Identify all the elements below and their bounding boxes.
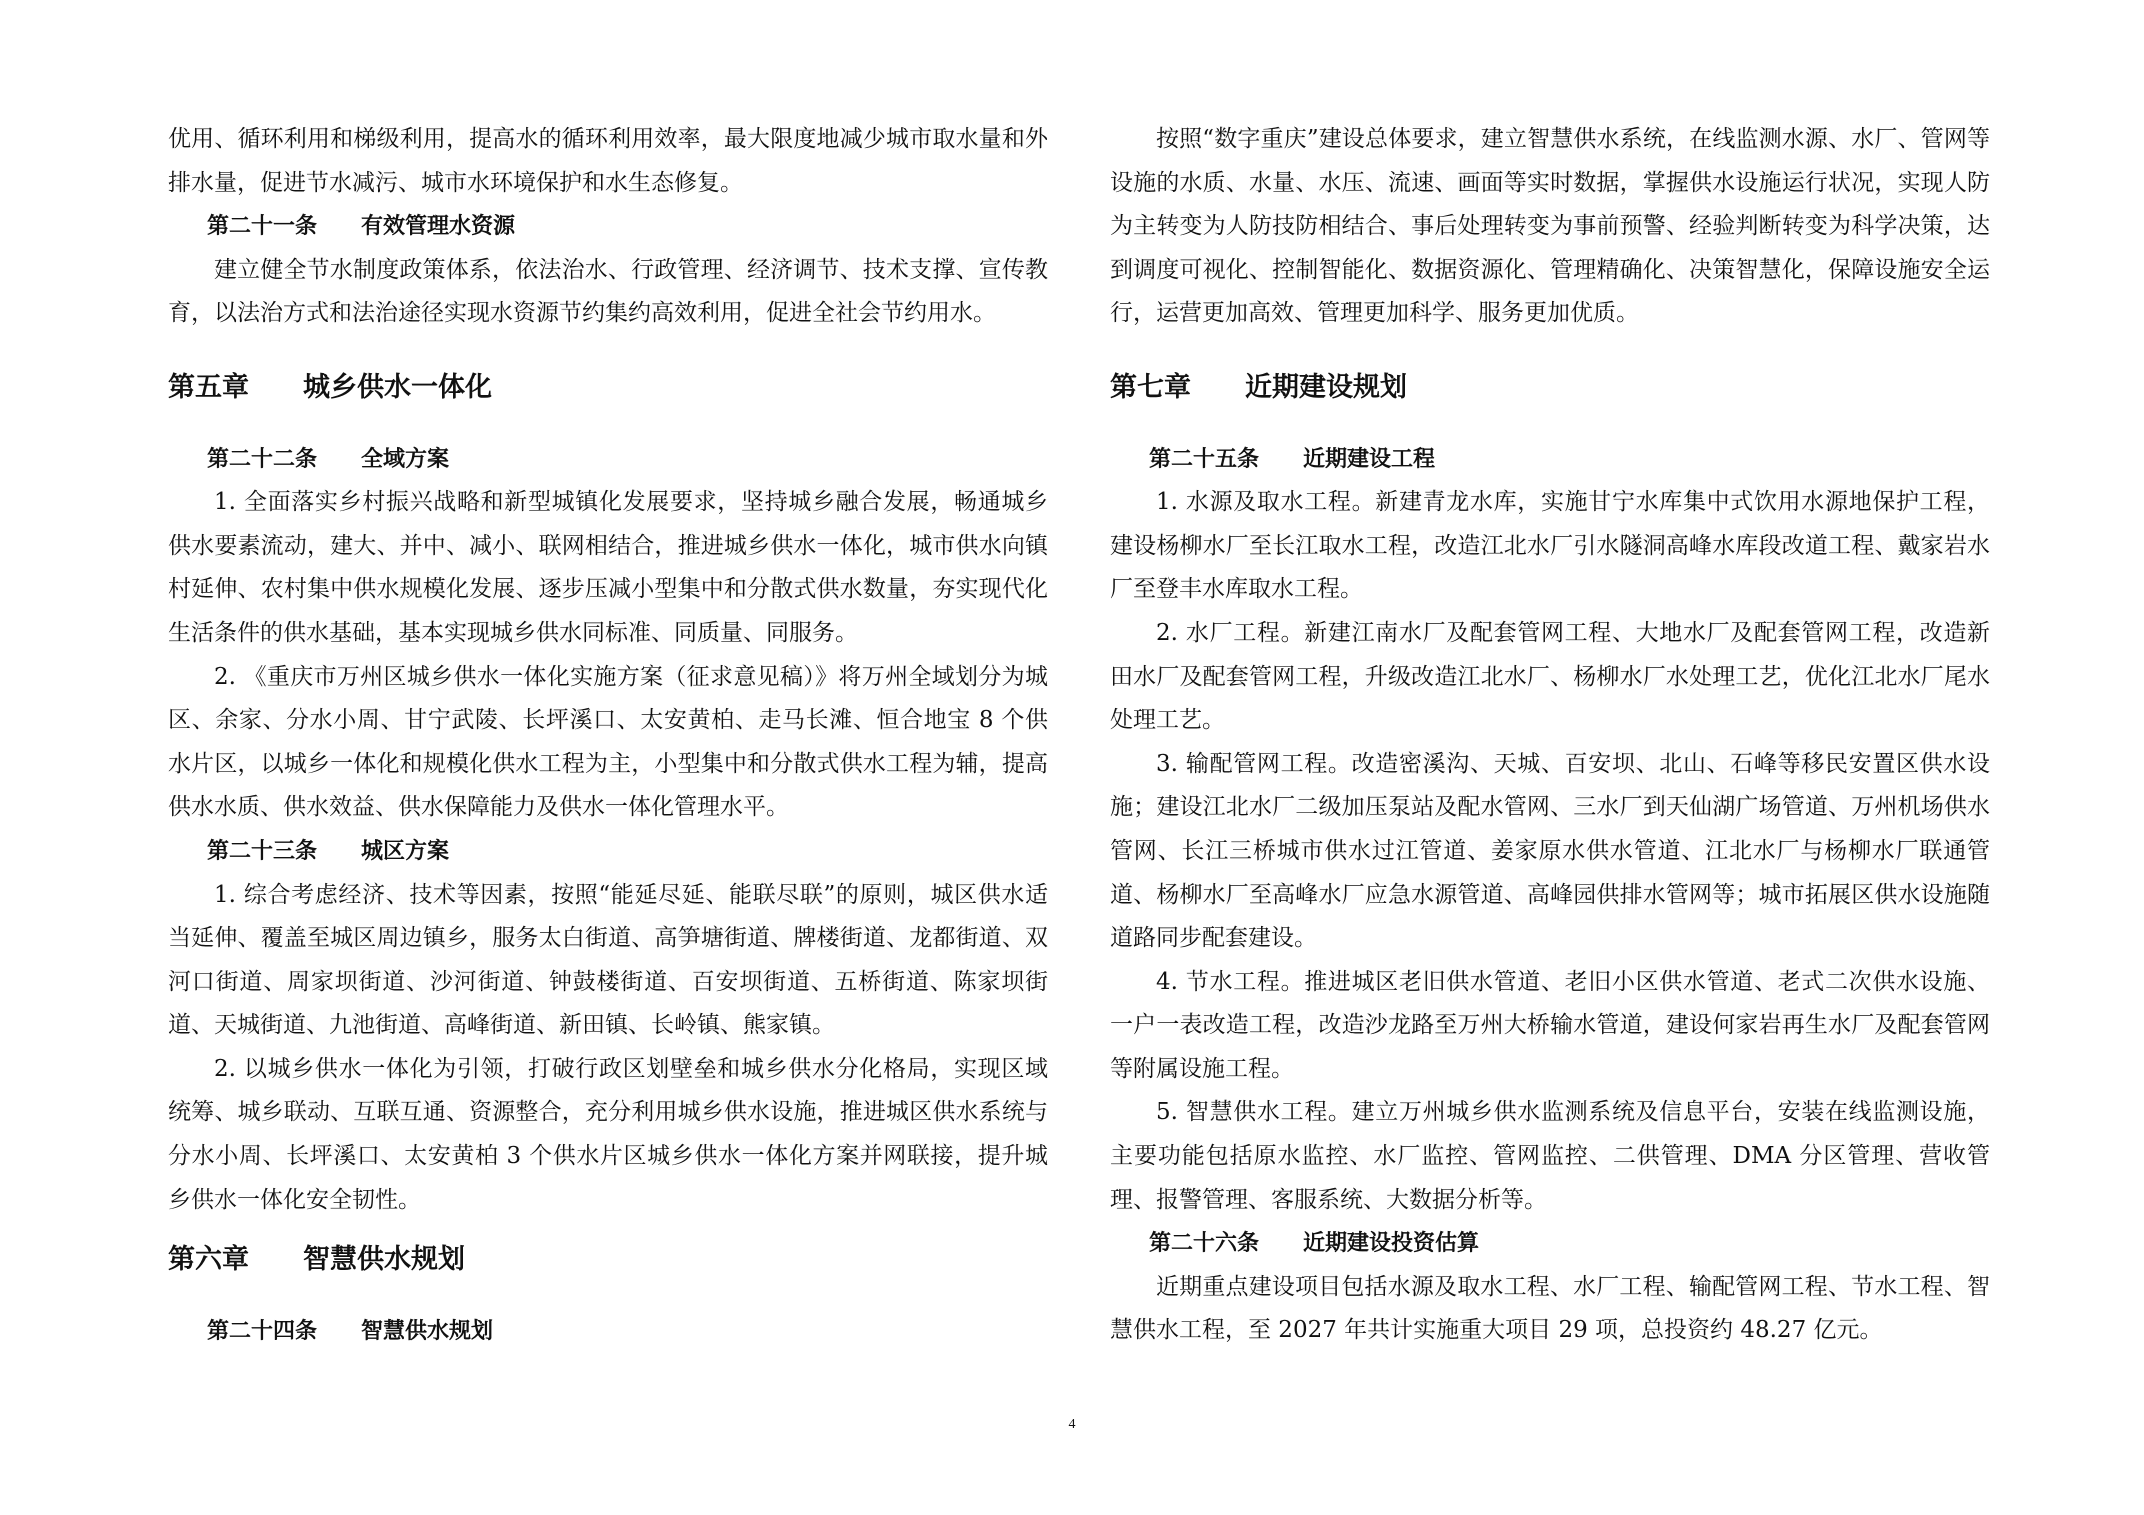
chapter-heading: 第七章 近期建设规划 bbox=[1110, 371, 1407, 403]
chapter-heading: 第六章 智慧供水规划 bbox=[168, 1244, 465, 1276]
paragraph: 3. 输配管网工程。改造密溪沟、天城、百安坝、北山、石峰等移民安置区供水设施；建设江北水厂二级加压泵站及配水管网、三水厂到天仙湖广场管道、万州机场供水管网、长江三桥城市供水过江管道、姜家原水供水管道、江北水厂与杨柳水厂联通管道、杨柳水厂至高峰水厂应急水源管道、高峰园供排水管网等；城市拓展区供水设施随道路同步配套建设。 bbox=[1110, 750, 1990, 952]
paragraph: 近期重点建设项目包括水源及取水工程、水厂工程、输配管网工程、节水工程、智慧供水工程，至 2027 年共计实施重大项目 29 项，总投资约 48.27 亿元。 bbox=[1110, 1273, 1990, 1344]
paragraph: 1. 水源及取水工程。新建青龙水库，实施甘宁水库集中式饮用水源地保护工程，建设杨柳水厂至长江取水工程，改造江北水厂引水隧洞高峰水库段改道工程、戴家岩水厂至登丰水库取水工程。 bbox=[1110, 489, 1990, 603]
chapter-heading: 第五章 城乡供水一体化 bbox=[168, 371, 492, 403]
paragraph: 1. 全面落实乡村振兴战略和新型城镇化发展要求，坚持城乡融合发展，畅通城乡供水要素流动，建大、并中、减小、联网相结合，推进城乡供水一体化，城市供水向镇村延伸、农村集中供水规模化发展、逐步压减小型集中和分散式供水数量，夯实现代化生活条件的供水基础，基本实现城乡供水同标准、同质量、同服务。 bbox=[168, 489, 1048, 646]
article-heading: 第二十六条 近期建设投资估算 bbox=[1149, 1231, 1480, 1257]
article-heading: 第二十二条 全域方案 bbox=[207, 446, 450, 472]
paragraph: 1. 综合考虑经济、技术等因素，按照“能延尽延、能联尽联”的原则，城区供水适当延伸、覆盖至城区周边镇乡，服务太白街道、高笋塘街道、牌楼街道、龙都街道、双河口街道、周家坝街道、沙河街道、钟鼓楼街道、百安坝街道、五桥街道、陈家坝街道、天城街道、九池街道、高峰街道、新田镇、长岭镇、熊家镇。 bbox=[168, 881, 1048, 1039]
paragraph: 2. 以城乡供水一体化为引领，打破行政区划壁垒和城乡供水分化格局，实现区域统筹、城乡联动、互联互通、资源整合，充分利用城乡供水设施，推进城区供水系统与分水小周、长坪溪口、太安黄柏 3 个供水片区城乡供水一体化方案并网联接，提升城乡供水一体化安全韧性。 bbox=[168, 1055, 1048, 1213]
paragraph: 优用、循环利用和梯级利用，提高水的循环利用效率，最大限度地减少城市取水量和外排水量，促进节水减污、城市水环境保护和水生态修复。 bbox=[168, 126, 1048, 196]
left-column bbox=[168, 118, 1048, 1353]
article-heading: 第二十一条 有效管理水资源 bbox=[207, 214, 516, 240]
right-column bbox=[1110, 118, 1990, 1353]
paragraph: 按照“数字重庆”建设总体要求，建立智慧供水系统，在线监测水源、水厂、管网等设施的水质、水量、水压、流速、画面等实时数据，掌握供水设施运行状况，实现人防为主转变为人防技防相结合、事后处理转变为事前预警、经验判断转变为科学决策，达到调度可视化、控制智能化、数据资源化、管理精确化、决策智慧化，保障设施安全运行，运营更加高效、管理更加科学、服务更加优质。 bbox=[1110, 126, 1990, 327]
paragraph: 5. 智慧供水工程。建立万州城乡供水监测系统及信息平台，安装在线监测设施，主要功能包括原水监控、水厂监控、管网监控、二供管理、DMA 分区管理、营收管理、报警管理、客服系统、大数据分析等。 bbox=[1110, 1099, 1990, 1213]
paragraph: 4. 节水工程。推进城区老旧供水管道、老旧小区供水管道、老式二次供水设施、一户一表改造工程，改造沙龙路至万州大桥输水管道，建设何家岩再生水厂及配套管网等附属设施工程。 bbox=[1110, 968, 1990, 1082]
paragraph: 2. 水厂工程。新建江南水厂及配套管网工程、大地水厂及配套管网工程，改造新田水厂及配套管网工程，升级改造江北水厂、杨柳水厂水处理工艺，优化江北水厂尾水处理工艺。 bbox=[1110, 619, 1990, 734]
paragraph: 建立健全节水制度政策体系，依法治水、行政管理、经济调节、技术支撑、宣传教育，以法治方式和法治途径实现水资源节约集约高效利用，促进全社会节约用水。 bbox=[168, 256, 1048, 327]
article-heading: 第二十四条 智慧供水规划 bbox=[207, 1318, 494, 1344]
page-number: 4 bbox=[1068, 1417, 1076, 1432]
article-heading: 第二十三条 城区方案 bbox=[207, 838, 450, 864]
paragraph: 2. 《重庆市万州区城乡供水一体化实施方案（征求意见稿）》将万州全域划分为城区、余家、分水小周、甘宁武陵、长坪溪口、太安黄柏、走马长滩、恒合地宝 8 个供水片区，以城乡一体化和规模化供水工程为主，小型集中和分散式供水工程为辅，提高供水水质、供水效益、供水保障能力及供水一体化管理水平。 bbox=[168, 663, 1048, 821]
article-heading: 第二十五条 近期建设工程 bbox=[1149, 446, 1436, 472]
